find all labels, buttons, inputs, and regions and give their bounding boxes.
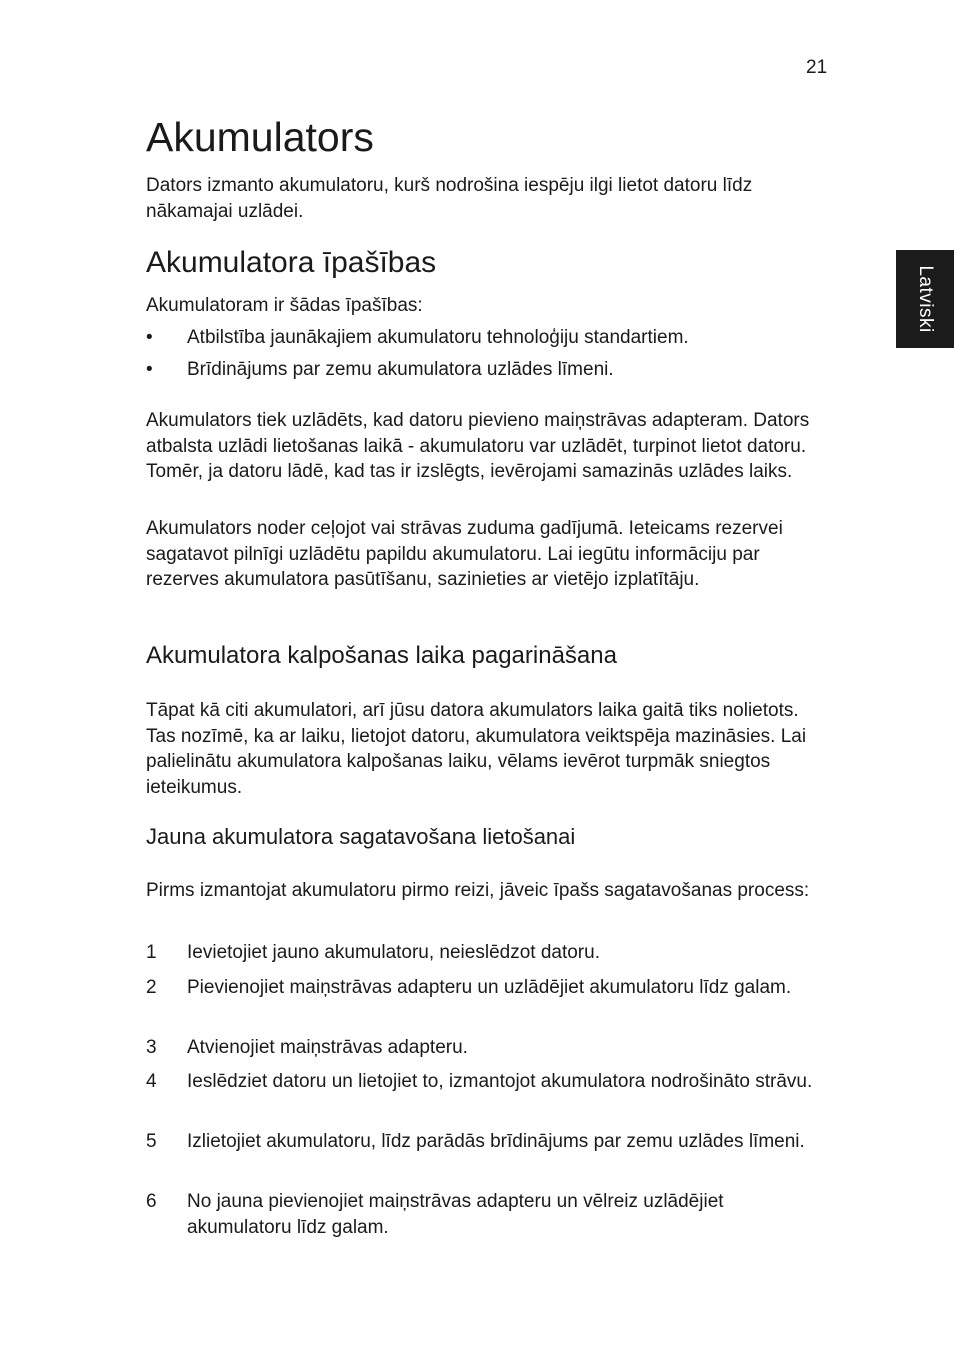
- bullet-item: [146, 325, 826, 351]
- language-tab-label: Latviski: [915, 265, 936, 333]
- page-title: Akumulators: [146, 114, 374, 160]
- conditioning-lead-text: Pirms izmantojat akumulatoru pirmo reizi, jāveic īpašs sagatavošanas process:: [146, 880, 810, 901]
- bullet-text: Atbilstība jaunākajiem akumulatoru tehnoloģiju standartiem.: [187, 327, 689, 348]
- section-heading-conditioning: Jauna akumulatora sagatavošana lietošanai: [146, 824, 576, 849]
- numbered-step: [146, 1189, 826, 1240]
- bullet-marker: •: [146, 327, 153, 348]
- step-text: Pievienojiet maiņstrāvas adapteru un uzlādējiet akumulatoru līdz galam.: [187, 977, 792, 998]
- step-number: 6: [146, 1191, 157, 1212]
- step-text: No jauna pievienojiet maiņstrāvas adapteru un vēlreiz uzlādējiet akumulatoru līdz galam.: [187, 1191, 724, 1238]
- step-number: 2: [146, 977, 157, 998]
- numbered-step: [146, 1129, 826, 1155]
- step-number: 3: [146, 1037, 157, 1058]
- step-text: Izlietojiet akumulatoru, līdz parādās brīdinājums par zemu uzlādes līmeni.: [187, 1131, 805, 1152]
- section-heading-extend-life: Akumulatora kalpošanas laika pagarināšana: [146, 642, 617, 669]
- bullet-text: Brīdinājums par zemu akumulatora uzlādes līmeni.: [187, 359, 614, 380]
- numbered-step: [146, 975, 826, 1001]
- language-tab: [896, 250, 954, 348]
- features-lead-text: Akumulatoram ir šādas īpašības:: [146, 295, 423, 316]
- step-number: 4: [146, 1071, 157, 1092]
- section-heading-battery-features: Akumulatora īpašības: [146, 246, 437, 279]
- numbered-step: [146, 940, 826, 966]
- page-number: 21: [806, 57, 828, 78]
- bullet-marker: •: [146, 359, 153, 380]
- extend-life-paragraph: Tāpat kā citi akumulatori, arī jūsu datora akumulators laika gaitā tiks nolietots. Tas nozīmē, ka ar laiku, lietojot datoru, akumulatora veiktspēja mazināsies. Lai palielinātu akumulatora kalpošanas laiku, vēlams ievērot turpmāk sniegtos ieteikumus.: [146, 700, 807, 798]
- step-number: 1: [146, 942, 157, 963]
- spare-battery-paragraph: Akumulators noder ceļojot vai strāvas zuduma gadījumā. Ieteicams rezervei sagatavot pilnīgi uzlādētu papildu akumulatoru. Lai iegūtu informāciju par rezerves akumulatora pasūtīšanu, sazinieties ar vietējo izplatītāju.: [146, 518, 783, 590]
- numbered-step: [146, 1069, 826, 1095]
- step-text: Ieslēdziet datoru un lietojiet to, izmantojot akumulatora nodrošināto strāvu.: [187, 1071, 813, 1092]
- charging-paragraph: Akumulators tiek uzlādēts, kad datoru pievieno maiņstrāvas adapteram. Dators atbalsta uzlādi lietošanas laikā - akumulatoru var uzlādēt, turpinot lietot datoru. Tomēr, ja datoru lādē, kad tas ir izslēgts, ievērojami samazinās uzlādes laiks.: [146, 410, 810, 482]
- numbered-step: [146, 1035, 826, 1061]
- intro-paragraph: Dators izmanto akumulatoru, kurš nodrošina iespēju ilgi lietot datoru līdz nākamajai uzlādei.: [146, 175, 753, 222]
- bullet-item: [146, 357, 826, 383]
- step-text: Atvienojiet maiņstrāvas adapteru.: [187, 1037, 468, 1058]
- step-number: 5: [146, 1131, 157, 1152]
- step-text: Ievietojiet jauno akumulatoru, neieslēdzot datoru.: [187, 942, 600, 963]
